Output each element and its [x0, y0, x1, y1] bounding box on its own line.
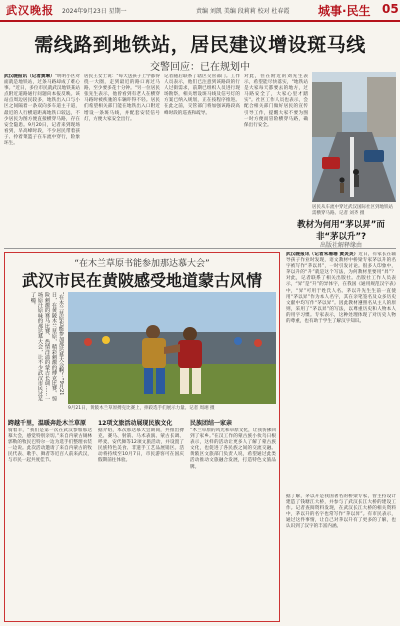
page-number: 05: [382, 2, 399, 16]
feature-headline: 武汉市民在黄陂感受地道蒙古风情: [21, 271, 262, 290]
sidebar-column-1: [286, 252, 396, 492]
lede-label: 武汉晚报讯（记者黄琳）: [4, 74, 55, 79]
issue-date: 2024年9月23日 星期一: [62, 8, 127, 15]
feature-sub3-text: “木兰草原的风光和草原文化，让我仿佛回到了家乡。”在汉工作的蒙古族小伙乌日根表示，这样的活动让更多人了解了蒙古族文化，也促进了各民族之间的交流交融。黄陂区文旅部门负责人说，希望通过此类活动推动文旅融合发展，打造特色文旅品牌。: [190, 428, 276, 470]
street-photo-image: [312, 72, 396, 202]
sidebar-subhead: 出版社解释缘由: [319, 242, 362, 249]
sidebar-text: 近日，有家长在辅导孩子作业时发现，语文教材中桥梁专家茅以升的名字被写作“茅以昇”，一时引发讨论。很多人印象中，茅以升的“升”就是这个写法，为何教材里要用“昇”？对此，记者联系了相关出版社。出版社工作人员表示，“昇”是“升”的异体字，在我国《通用规范汉字表》中，“昇”可用于姓氏人名。茅以升先生生前一直使用“茅以昇”作为本人名字，其在亲笔签名及众多历史文献中均写作“茅以昇”。因此教材遵照名从主人的原则，采用了“茅以昇”的写法，以尊重历史和人物本人的用字习惯。专家表示，这种处理体现了对历史人物的尊重，也有助于学生了解汉字知识。: [286, 252, 396, 325]
newspaper-logo: 武汉晚报: [6, 4, 54, 17]
feature-intro-vertical: “在木兰草原也能参加那达慕大会啊！”9月21日，在黄陂木兰草原，精彩刺激的搏克比赛、惊险刺激的赛马比赛、热情洋溢的蒙古长调……一场原汁原味的那达慕大会，让不少武汉市民过足了瘾。: [30, 292, 64, 402]
top-story-headline: 需线路到地铁站，居民建议增设斑马线: [34, 34, 366, 56]
feature-kicker: “在木兰草原书能参加那达慕大会”: [74, 259, 210, 269]
wrestling-photo-image: [68, 292, 276, 404]
section-title: 城事·民生: [318, 4, 371, 18]
sidebar-column-2: 据了解，茅以升是我国著名的桥梁专家，曾主持设计建造了钱塘江大桥，并参与了武汉长江大桥的建设工作。记者查阅资料发现，在武汉长江大桥的相关资料中，茅以升的名字也常写作“茅以昇”。有市民表示，通过这件事情，让自己对茅以升有了更多的了解，也认识到了汉字的丰富内涵。: [286, 494, 396, 530]
top-story-photo: [312, 72, 396, 202]
top-story-column-3: 记者随后联系了辖区交管部门。工作人员表示，他们已注意到该路段的行人过街需求，前期已组织人员进行现场勘察，相关增设斑马线及信号灯的方案已纳入规划，正在按程序推进。在此之前，交管部门将加强该路段高峰时段的巡查和疏导。: [164, 74, 240, 116]
column-text: "明明小区对面就是地铁站，过条马路却成了难心事。"近日，多位市民就武汉地铁某站点附近道路通行问题向本报反映。该站点周边居民较多，地铁出入口与小区之间隔着一条双向多车道主干道，最近的人行横道距离地铁口较远，不少居民为图方便直接横穿马路，存在安全隐患。9月20日，记者来到现场看到，早高峰时段，不少居民带着孩子、拎着菜篮子在车流中穿行，险象环生。: [4, 74, 80, 147]
editor-credits: 责编 刘凯 美编 段莉莉 校对 杜春霞: [196, 8, 290, 15]
sidebar-headline: 教材为何用“茅以昇”而非“茅以升”?: [297, 220, 385, 242]
top-story-subhead: 交警回应：已在规划中: [150, 62, 250, 73]
top-story-column-2: 居民王女士说："每天送孩子上学都得绕一大圈，走到最近的路口再过马路，至少要多花十分钟。"另一位居民张先生表示，他曾看到有老人在横穿马路时被疾驰的车辆吓得不轻。居民们希望相关部门能在地铁出入口附近增设一条斑马线，并配套安装信号灯，方便大家安全出行。: [84, 74, 160, 122]
top-story-photo-caption: 居民从车流中穿过武汉国际社区到地铁站需横穿马路。记者 刘齐 摄: [312, 205, 393, 216]
feature-sub3-title: 民族团结一家亲: [190, 420, 233, 427]
feature-sub2-title: 12项文旅活动展现民族文化: [98, 420, 173, 427]
sidebar-lede-label: 武汉晚报讯（记者朱珊珊 黄炎炎）: [286, 252, 359, 257]
feature-sub1-text: 骑着羊，“我们是第一次在武汉参加那达慕大会，感觉特别亲切。”来自内蒙古锡林郭勒的牧民巴特尔一边为选手们整理衣装一边说。此次活动邀请了来自内蒙古的牧民代表、歌手、舞者等近百人前来武汉，与市民一起共度佳节。: [8, 428, 92, 464]
feature-sub2-text: 据介绍，本次那达慕大会期间，共推出搏克、赛马、射箭、马术表演、蒙古长调、呼麦、安代舞等12项文旅活动，并设置了民族特色美食、非遗手工艺品展销区。活动将持续至10月7日，市民游客可在国庆假期前往体验。: [98, 428, 184, 464]
top-story-column-4: 对此，住在附近的刘先生表示，希望能尽快落实，"地铁站是大家每天都要去的地方，过马路安全了，大家心里才踏实"。社区工作人员也表示，会配合相关部门做好居民的宣传引导工作，提醒大家不要为图一时方便而冒险横穿马路，确保出行安全。: [244, 74, 308, 128]
top-story-column-1: [4, 74, 80, 244]
feature-photo-caption: 9月21日，黄陂木兰草原搏克比赛上，摔跤选手们展示力量。记者 周翊 摄: [68, 406, 215, 411]
feature-sub1-title: 跨越千里，温暖奔赴木兰草原: [8, 420, 87, 427]
feature-photo: [68, 292, 276, 404]
